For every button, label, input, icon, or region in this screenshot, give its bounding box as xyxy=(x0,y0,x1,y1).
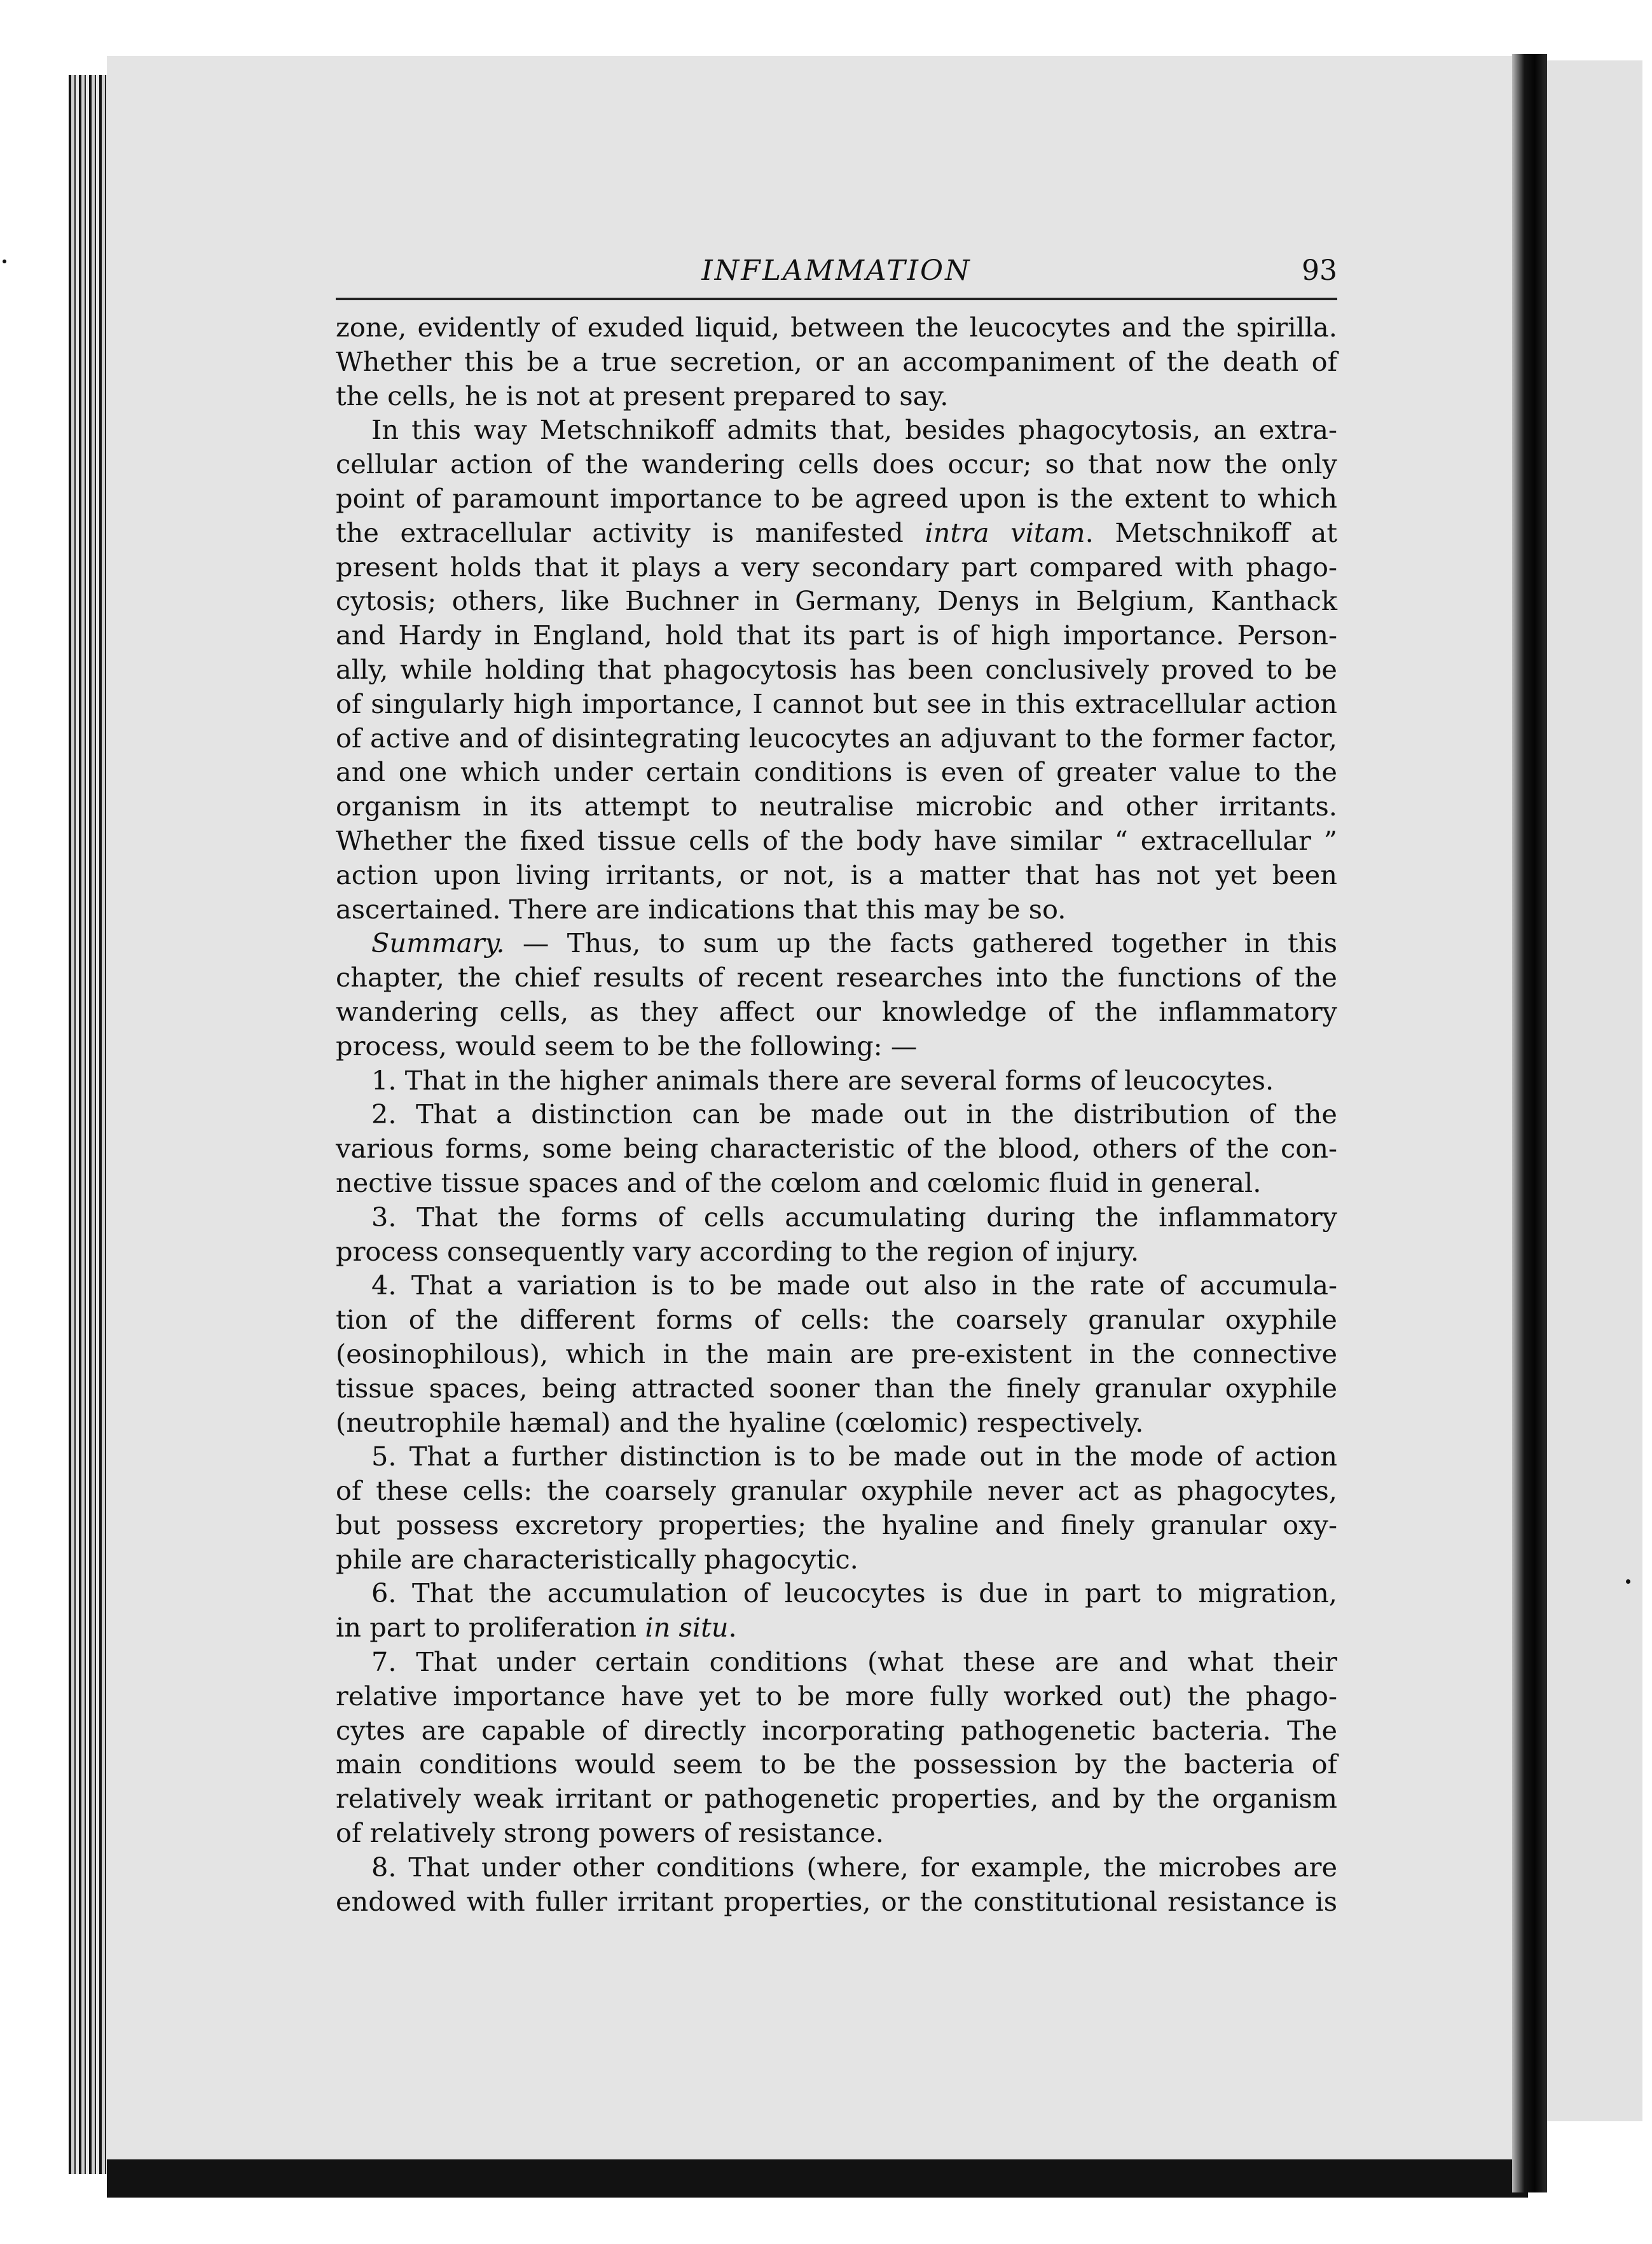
paragraph xyxy=(336,413,1337,926)
text-line: and one which under certain conditions is even of greater value to the xyxy=(336,756,1337,788)
running-head xyxy=(336,254,1337,299)
italic-phrase: in situ xyxy=(645,1612,729,1644)
text-line: cellular action of the wandering cells does occur; so that now the only xyxy=(336,448,1337,480)
text-line: chapter, the chief results of recent researches into the functions of the xyxy=(336,962,1337,994)
list-item xyxy=(336,1063,1337,1098)
page-number: 93 xyxy=(1302,254,1337,287)
text-line: cytosis; others, like Buchner in Germany, Denys in Belgium, Kanthack xyxy=(336,585,1337,617)
text-line: zone, evidently of exuded liquid, between the leucocytes and the spirilla. xyxy=(336,312,1337,343)
body-text xyxy=(336,310,1337,1918)
text-line: (eosinophilous), which in the main are pre-existent in the connective xyxy=(336,1338,1337,1369)
text-line: present holds that it plays a very secondary part compared with phago- xyxy=(336,551,1337,583)
text-line: various forms, some being characteristic of the blood, others of the con- xyxy=(336,1133,1337,1165)
text-line: 6. That the accumulation of leucocytes is due in part to migration, xyxy=(371,1577,1337,1609)
facing-page-edge xyxy=(1547,60,1642,2121)
text-line: and Hardy in England, hold that its part is of high importance. Person- xyxy=(336,620,1337,651)
text-line: of these cells: the coarsely granular oxyphile never act as phagocytes, xyxy=(336,1475,1337,1507)
text-line: relative importance have yet to be more fully worked out) the phago- xyxy=(336,1680,1337,1712)
paragraph xyxy=(336,310,1337,413)
text-line: In this way Metschnikoff admits that, besides phagocytosis, an extra- xyxy=(371,414,1337,446)
list-item xyxy=(336,1645,1337,1850)
text-line: nective tissue spaces and of the cœlom and cœlomic fluid in general. xyxy=(336,1167,1262,1198)
text-line: organism in its attempt to neutralise microbic and other irritants. xyxy=(336,791,1337,822)
book-gutter xyxy=(1512,54,1547,2192)
text-line: 8. That under other conditions (where, for example, the microbes are xyxy=(371,1851,1337,1883)
page-bottom-shadow xyxy=(107,2159,1528,2198)
text-line: wandering cells, as they affect our knowledge of the inflammatory xyxy=(336,995,1337,1027)
text-line: tion of the different forms of cells: the coarsely granular oxyphile xyxy=(336,1304,1337,1336)
text-line: 4. That a variation is to be made out also in the rate of accumula- xyxy=(371,1270,1337,1301)
text-line: process, would seem to be the following: — xyxy=(336,1030,918,1062)
text-line: (neutrophile hæmal) and the hyaline (cœlomic) respectively. xyxy=(336,1406,1144,1438)
text-line: endowed with fuller irritant properties, or the constitutional resistance is xyxy=(336,1885,1337,1917)
text-line: but possess excretory properties; the hyaline and finely granular oxy- xyxy=(336,1509,1337,1541)
list-item xyxy=(336,1200,1337,1269)
scan-speck xyxy=(3,260,6,263)
list-item xyxy=(336,1097,1337,1200)
text-line: the extracellular activity is manifested intra vitam. Metschnikoff at xyxy=(336,516,1338,548)
text-line: 3. That the forms of cells accumulating during the inflammatory xyxy=(371,1201,1337,1233)
text-line: of singularly high importance, I cannot but see in this extracellular action xyxy=(336,688,1337,719)
italic-phrase: Summary. xyxy=(371,927,505,959)
list-item xyxy=(336,1576,1337,1645)
running-title: INFLAMMATION xyxy=(701,254,972,287)
list-item xyxy=(336,1850,1337,1919)
text-line: of active and of disintegrating leucocytes an adjuvant to the former factor, xyxy=(336,722,1337,754)
text-line: relatively weak irritant or pathogenetic properties, and by the organism xyxy=(336,1783,1337,1815)
list-item xyxy=(336,1268,1337,1439)
text-line: ascertained. There are indications that this may be so. xyxy=(336,893,1066,925)
page-edge-stack xyxy=(69,75,108,2174)
text-line: point of paramount importance to be agreed upon is the extent to which xyxy=(336,482,1337,514)
text-line: 1. That in the higher animals there are several forms of leucocytes. xyxy=(371,1064,1274,1096)
text-line: tissue spaces, being attracted sooner than the finely granular oxyphile xyxy=(336,1372,1337,1404)
text-line: phile are characteristically phagocytic. xyxy=(336,1543,858,1575)
text-line: of relatively strong powers of resistance. xyxy=(336,1817,884,1849)
text-line: main conditions would seem to be the possession by the bacteria of xyxy=(336,1749,1337,1780)
text-line: cytes are capable of directly incorporating pathogenetic bacteria. The xyxy=(336,1714,1337,1746)
header-rule xyxy=(336,298,1337,300)
text-line: 7. That under certain conditions (what these are and what their xyxy=(371,1646,1337,1678)
scan-speck xyxy=(1626,1579,1630,1584)
text-line: ally, while holding that phagocytosis has been conclusively proved to be xyxy=(336,653,1337,685)
summary-paragraph xyxy=(336,926,1337,1063)
text-line: 5. That a further distinction is to be made out in the mode of action xyxy=(371,1441,1337,1472)
text-line: action upon living irritants, or not, is a matter that has not yet been xyxy=(336,859,1337,890)
text-line: the cells, he is not at present prepared to say. xyxy=(336,380,949,412)
list-item xyxy=(336,1439,1337,1576)
text-line: Summary. — Thus, to sum up the facts gathered together in this xyxy=(371,927,1337,959)
text-line: process consequently vary according to the region of injury. xyxy=(336,1235,1139,1267)
text-line: Whether this be a true secretion, or an accompaniment of the death of xyxy=(336,345,1337,377)
italic-phrase: intra vitam xyxy=(925,516,1085,548)
text-line: in part to proliferation in situ. xyxy=(336,1612,737,1644)
text-line: 2. That a distinction can be made out in the distribution of the xyxy=(371,1098,1337,1130)
text-line: Whether the fixed tissue cells of the body have similar “ extracellular ” xyxy=(336,824,1337,856)
